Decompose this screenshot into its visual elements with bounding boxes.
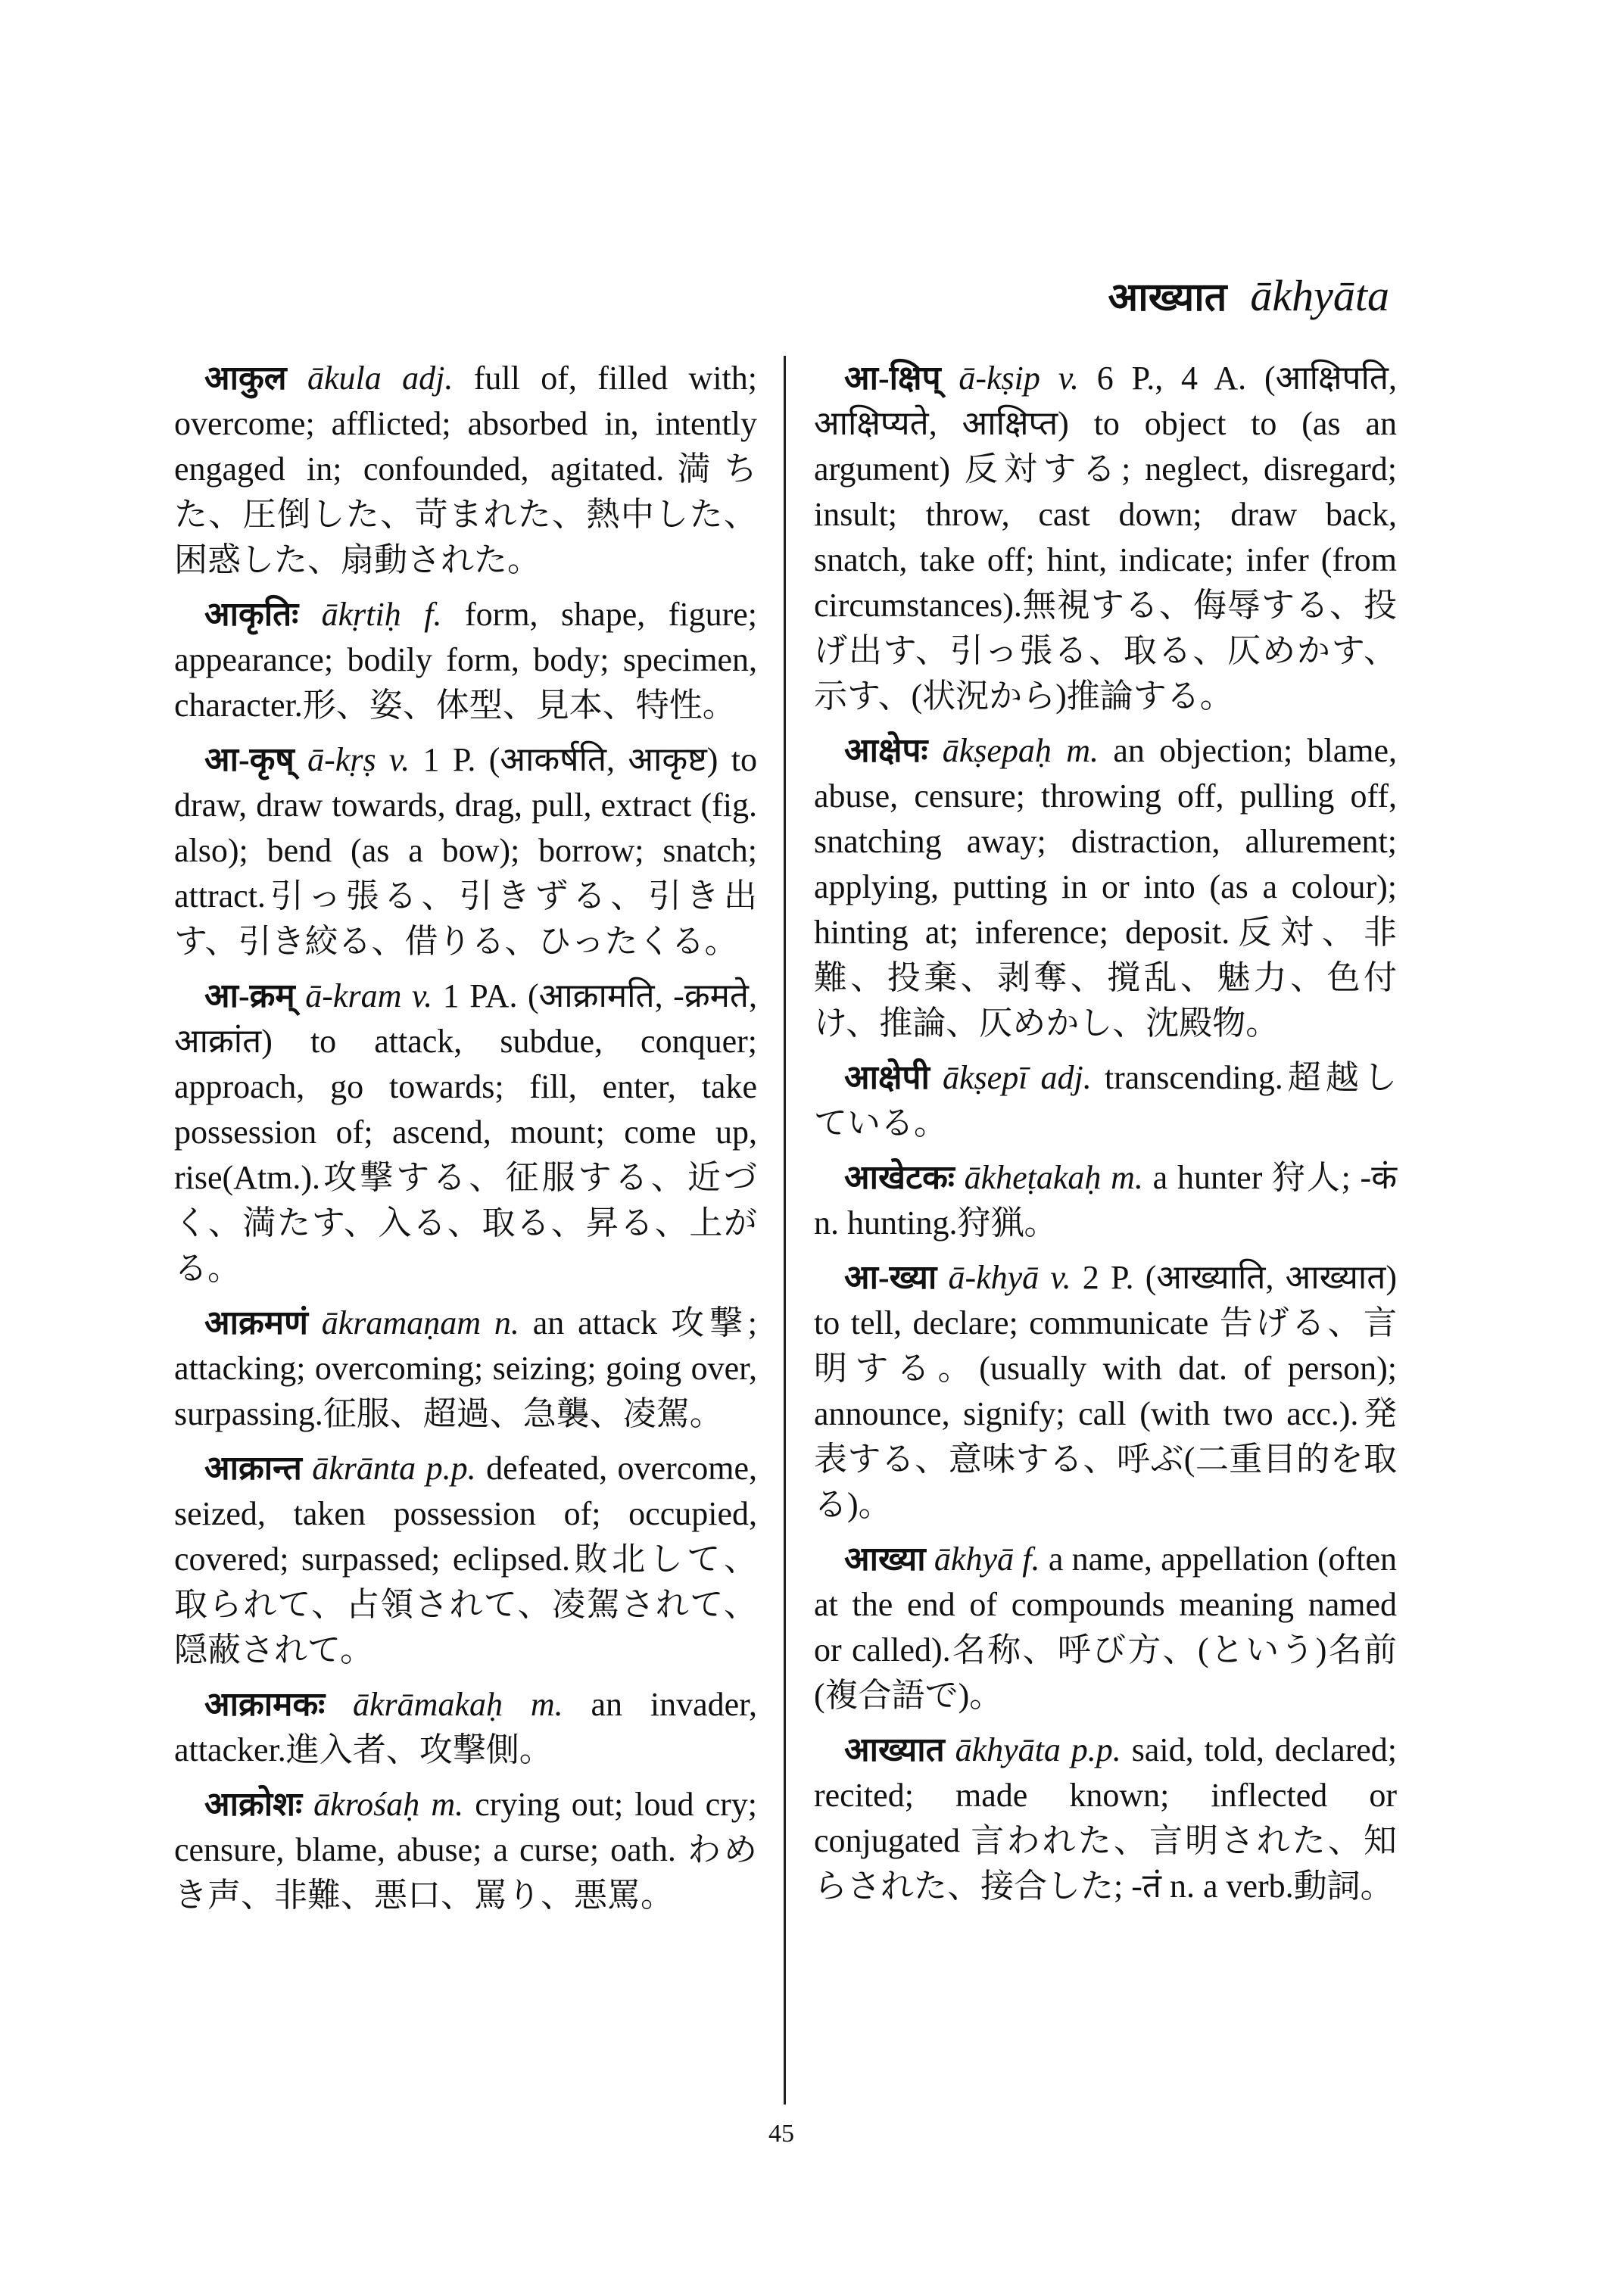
entry-devanagari: आख्यात [844, 1731, 945, 1768]
column-divider [784, 356, 786, 2105]
entry-grammar: adj. [402, 360, 454, 397]
entry-devanagari: आ-क्षिप् [844, 360, 941, 397]
entry-romanization: ākhyāta [955, 1731, 1061, 1768]
entry-devanagari: आखेटकः [844, 1159, 955, 1196]
entry-grammar: f. [424, 596, 442, 633]
header-headword-roman: ākhyāta [1250, 271, 1389, 320]
dictionary-entry [174, 1446, 757, 1673]
entry-romanization: ākṣepī [943, 1059, 1028, 1096]
entry-devanagari: आकृतिः [204, 596, 299, 633]
entry-devanagari: आक्रमणं [204, 1304, 308, 1341]
entry-grammar: m. [1066, 732, 1099, 769]
entry-devanagari: आक्षेपी [844, 1059, 930, 1096]
dictionary-entry [174, 737, 757, 964]
dictionary-entry [814, 1155, 1397, 1246]
entry-definition: form, shape, figure; appearance; bodily form, body; specimen, character.形、姿、体型、見本、特性。 [174, 596, 758, 724]
entry-definition: an attack 攻撃; attacking; overcoming; seizing; going over, surpassing.征服、超過、急襲、凌駕。 [174, 1304, 758, 1432]
dictionary-entry [174, 1782, 757, 1918]
entry-romanization: ā-kṛṣ [307, 741, 376, 778]
entry-definition: 2 P. (आख्याति, आख्यात) to tell, declare; communicate 告げる、言明する。(usually with dat. of person); announce, signify; call (with two acc.).発表する、意味する、呼ぶ(二重目的を取る)。 [814, 1259, 1397, 1523]
entry-definition: a name, appellation (often at the end of compounds meaning named or called).名称、呼び方、(という)名前(複合語で)。 [814, 1541, 1398, 1714]
left-column [174, 356, 757, 1927]
entry-romanization: ākrośaḥ [313, 1786, 420, 1823]
entry-definition: full of, filled with; overcome; afflicted; absorbed in, intently engaged in; confounded, agitated.満ちた、圧倒した、苛まれた、熱中した、困惑した、扇動された。 [174, 360, 757, 578]
entry-romanization: ākramaṇam [321, 1304, 481, 1341]
entry-grammar: v. [411, 977, 433, 1014]
dictionary-entry [174, 1682, 757, 1773]
entry-devanagari: आ-कृष् [204, 741, 295, 778]
entry-grammar: n. [494, 1304, 519, 1341]
entry-grammar: v. [388, 741, 410, 778]
entry-grammar: f. [1022, 1541, 1040, 1578]
running-header [1108, 269, 1389, 322]
entry-romanization: ākhyā [934, 1541, 1014, 1578]
entry-grammar: m. [1111, 1159, 1143, 1196]
right-column [814, 356, 1397, 1918]
dictionary-entry [814, 356, 1397, 719]
dictionary-entry [174, 356, 757, 583]
dictionary-entry [814, 1537, 1397, 1718]
entry-romanization: ākrānta [312, 1450, 416, 1487]
entry-romanization: ākṣepaḥ [942, 732, 1052, 769]
entry-grammar: m. [530, 1686, 563, 1723]
entry-romanization: ākṛtiḥ [321, 596, 401, 633]
entry-devanagari: आ-ख्या [844, 1259, 937, 1296]
entry-definition: said, told, declared; recited; made known; inflected or conjugated 言われた、言明された、知らされた、接合した; -तं n. a verb.動詞。 [814, 1731, 1398, 1905]
entry-romanization: ākheṭakaḥ [964, 1159, 1102, 1196]
entry-grammar: v. [1058, 360, 1079, 397]
dictionary-entry [814, 1255, 1397, 1528]
entry-definition: 1 PA. (आक्रामति, -क्रमते, आक्रांत) to attack, subdue, conquer; approach, go towards; fill, enter, take possession of; ascend, mount; come up, rise(Atm.).攻撃する、征服する、近づく、満たす、入る、取る、昇る、上がる。 [174, 977, 758, 1287]
entry-devanagari: आक्रोशः [204, 1786, 302, 1823]
entry-romanization: ā-kṣip [959, 360, 1040, 397]
dictionary-entry [814, 1055, 1397, 1146]
entry-devanagari: आकुल [204, 360, 287, 397]
entry-definition: an invader, attacker.進入者、攻撃側。 [174, 1686, 758, 1768]
dictionary-entry [814, 728, 1397, 1046]
entry-definition: a hunter 狩人; -कं n. hunting.狩猟。 [814, 1159, 1398, 1242]
entry-romanization: ākrāmakaḥ [353, 1686, 503, 1723]
entry-definition: an objection; blame, abuse, censure; throwing off, pulling off, snatching away; distraction, allurement; applying, putting in or into (as a colour); hinting at; inference; deposit.反対、非難、投棄、剥奪、撹乱、魅力、色付け、推論、仄めかし、沈殿物。 [814, 732, 1398, 1042]
dictionary-entry [174, 592, 757, 728]
entry-grammar: adj. [1040, 1059, 1092, 1096]
entry-definition: 6 P., 4 A. (आक्षिपति, आक्षिप्यते, आक्षिप्त) to object to (as an argument) 反対する; neglect, disregard; insult; throw, cast down; draw back, snatch, take off; hint, indicate; infer (from circumstances).無視する、侮辱する、投げ出す、引っ張る、取る、仄めかす、示す、(状況から)推論する。 [814, 360, 1398, 715]
entry-devanagari: आ-क्रम् [204, 977, 295, 1014]
entry-devanagari: आक्रान्त [204, 1450, 302, 1487]
entry-grammar: p.p. [1071, 1731, 1121, 1768]
entry-definition: 1 P. (आकर्षति, आकृष्ट) to draw, draw towards, drag, pull, extract (fig. also); bend (as a bow); borrow; snatch; attract.引っ張る、引きずる、引き出す、引き絞る、借りる、ひったくる。 [174, 741, 757, 960]
entry-definition: defeated, overcome, seized, taken possession of; occupied, covered; surpassed; eclipsed.敗北して、取られて、占領されて、凌駕されて、隠蔽されて。 [174, 1450, 758, 1668]
entry-grammar: m. [431, 1786, 464, 1823]
entry-romanization: ā-khyā [948, 1259, 1040, 1296]
header-headword-devanagari: आख्यात [1108, 276, 1227, 319]
entry-devanagari: आख्या [844, 1541, 926, 1578]
entry-grammar: v. [1050, 1259, 1071, 1296]
entry-definition: crying out; loud cry; censure, blame, abuse; a curse; oath. わめき声、非難、悪口、罵り、悪罵。 [174, 1786, 758, 1914]
entry-devanagari: आक्रामकः [204, 1686, 326, 1723]
entry-romanization: ā-kram [305, 977, 402, 1014]
entry-devanagari: आक्षेपः [844, 732, 928, 769]
dictionary-entry [814, 1728, 1397, 1909]
entry-grammar: p.p. [425, 1450, 476, 1487]
page-number: 45 [768, 2120, 794, 2148]
dictionary-entry [174, 1301, 757, 1437]
dictionary-entry [174, 974, 757, 1291]
entry-definition: transcending.超越している。 [814, 1059, 1398, 1142]
entry-romanization: ākula [307, 360, 382, 397]
